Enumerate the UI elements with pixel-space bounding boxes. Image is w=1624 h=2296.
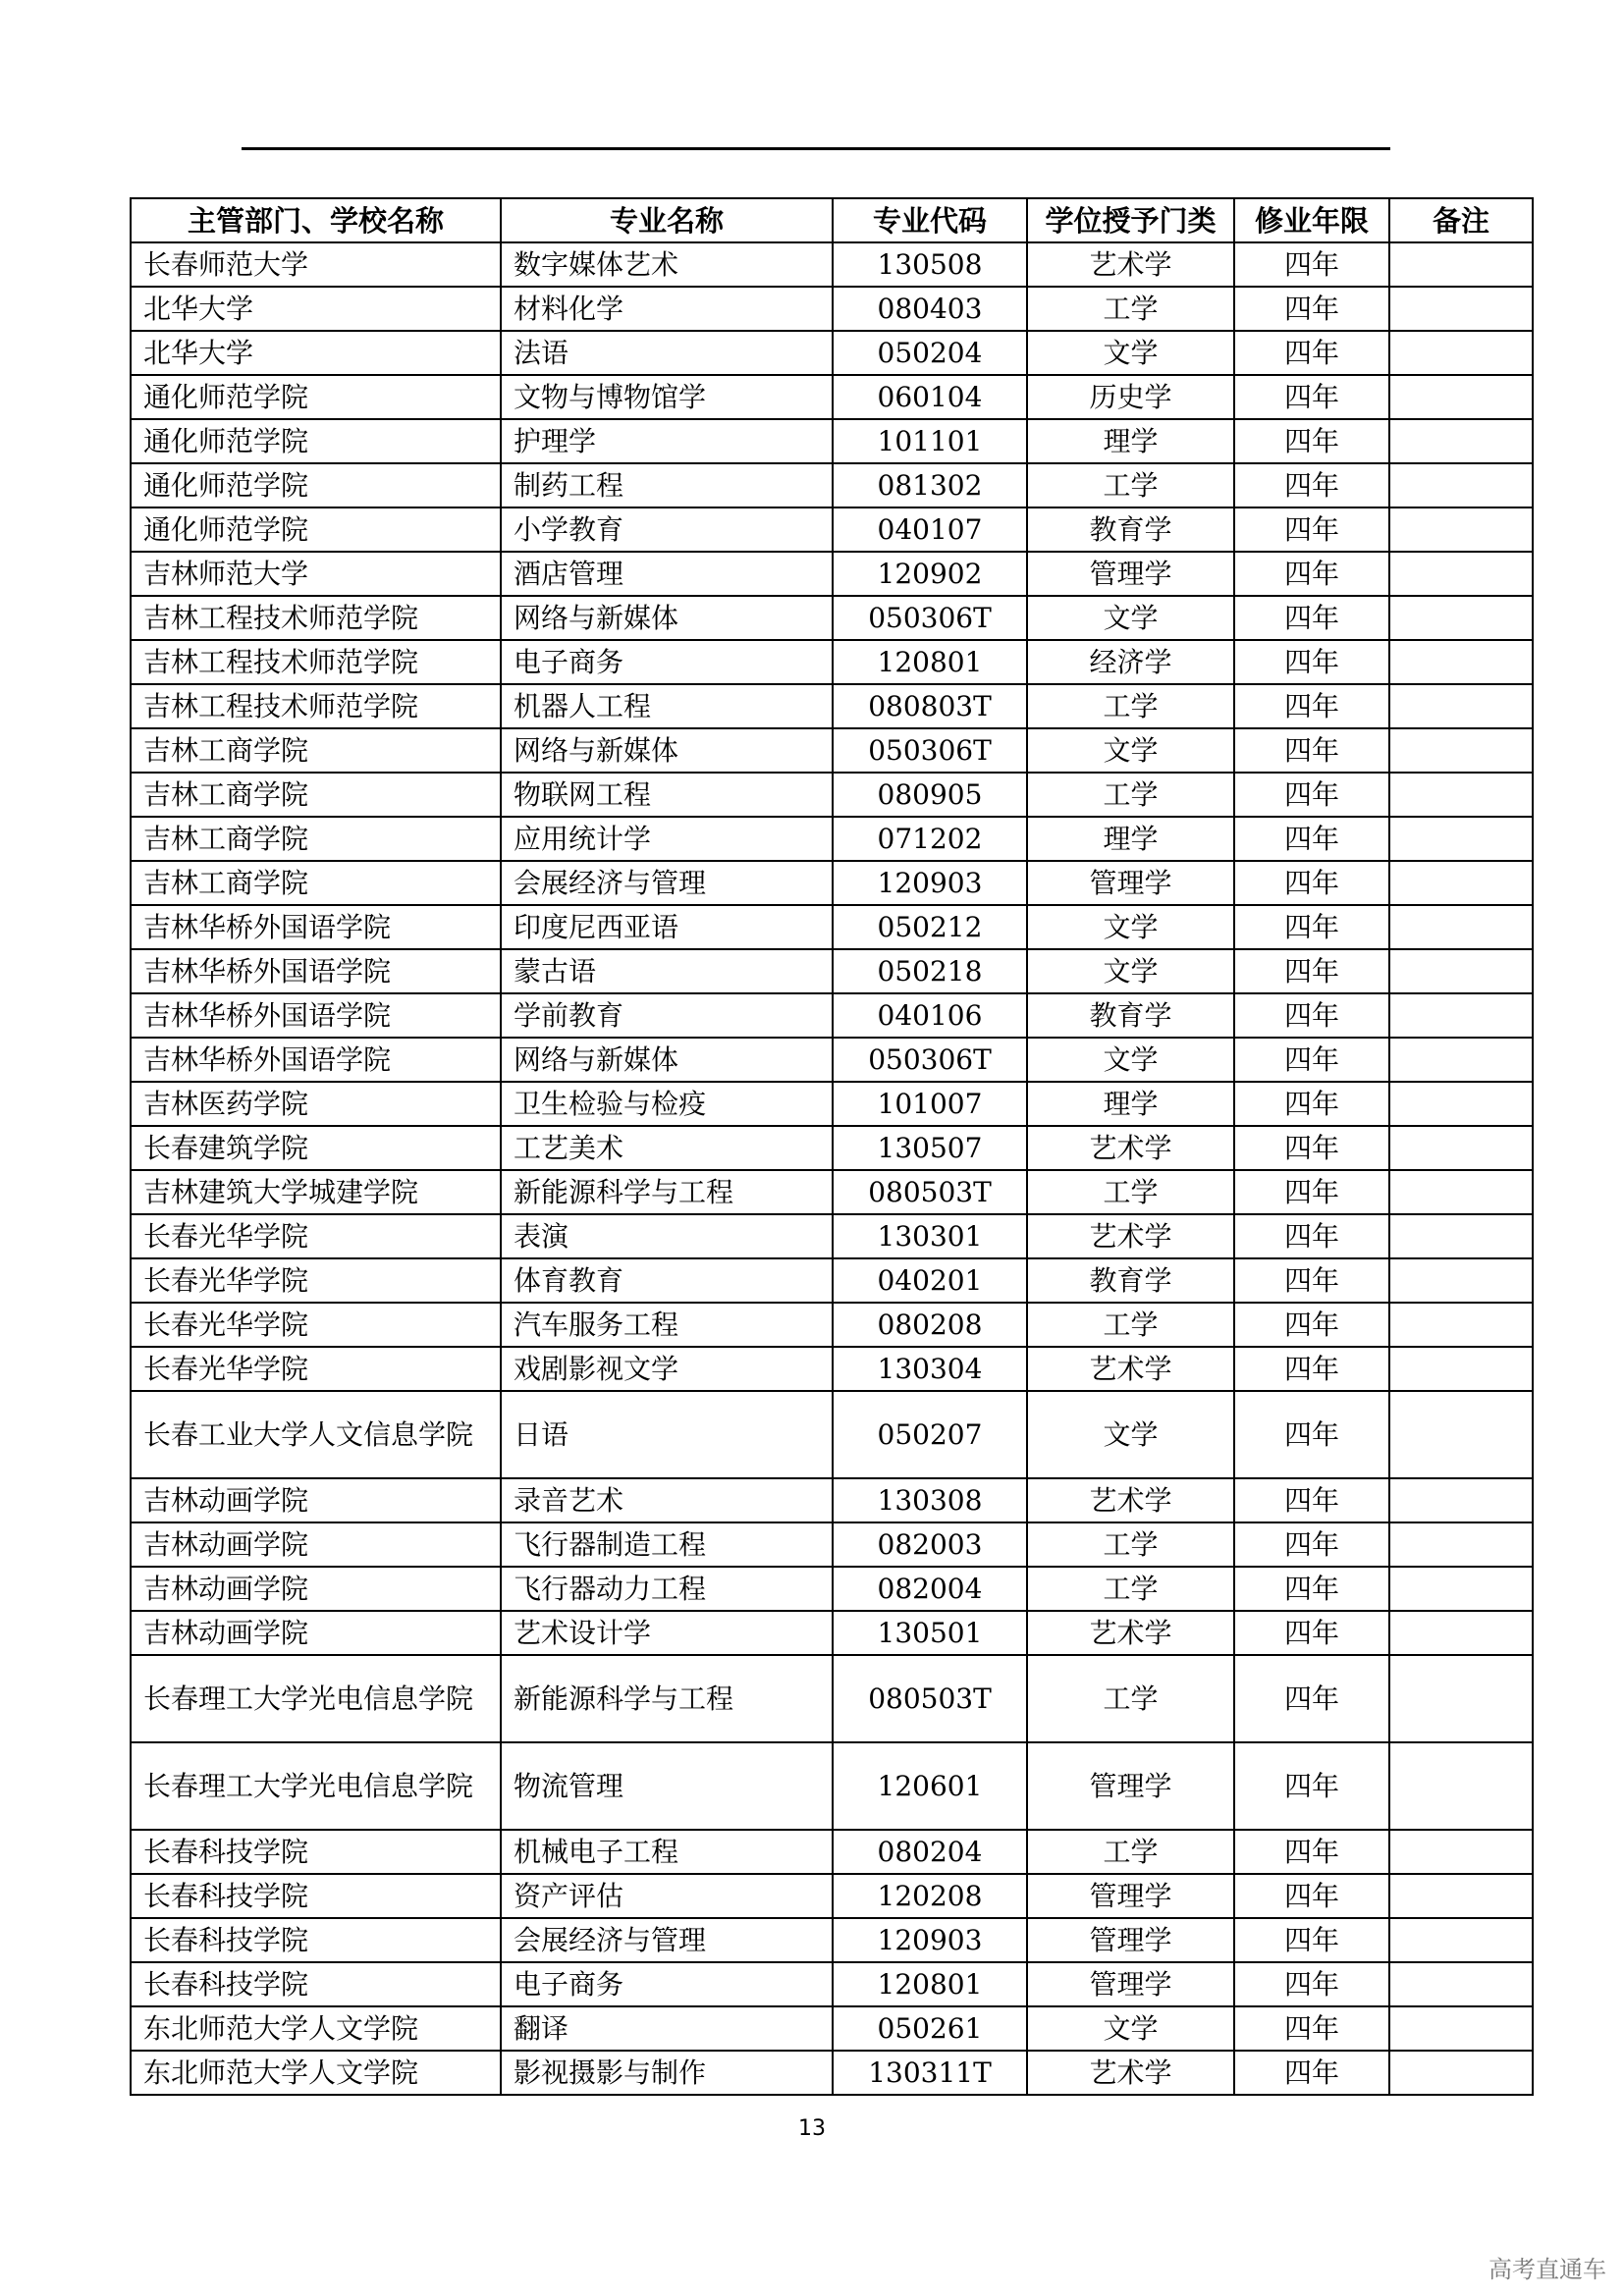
cell-school: 吉林动画学院 bbox=[131, 1522, 501, 1567]
cell-major: 机械电子工程 bbox=[501, 1830, 833, 1874]
cell-note bbox=[1389, 1214, 1533, 1258]
table-row bbox=[131, 861, 1533, 905]
cell-years: 四年 bbox=[1234, 1522, 1389, 1567]
cell-note bbox=[1389, 905, 1533, 949]
cell-note bbox=[1389, 773, 1533, 817]
cell-code: 130304 bbox=[833, 1347, 1027, 1391]
cell-note bbox=[1389, 1874, 1533, 1918]
cell-degree: 工学 bbox=[1027, 1830, 1234, 1874]
cell-degree: 历史学 bbox=[1027, 375, 1234, 419]
cell-school: 吉林动画学院 bbox=[131, 1611, 501, 1655]
cell-major: 印度尼西亚语 bbox=[501, 905, 833, 949]
cell-degree: 管理学 bbox=[1027, 1874, 1234, 1918]
header-degree: 学位授予门类 bbox=[1027, 198, 1234, 242]
table-row bbox=[131, 2051, 1533, 2095]
cell-years: 四年 bbox=[1234, 419, 1389, 463]
cell-degree: 工学 bbox=[1027, 1567, 1234, 1611]
cell-years: 四年 bbox=[1234, 1258, 1389, 1303]
cell-years: 四年 bbox=[1234, 287, 1389, 331]
cell-major: 体育教育 bbox=[501, 1258, 833, 1303]
table-row bbox=[131, 1567, 1533, 1611]
cell-degree: 艺术学 bbox=[1027, 1478, 1234, 1522]
cell-major: 会展经济与管理 bbox=[501, 1918, 833, 1962]
cell-major: 艺术设计学 bbox=[501, 1611, 833, 1655]
cell-major: 法语 bbox=[501, 331, 833, 375]
cell-school: 吉林医药学院 bbox=[131, 1082, 501, 1126]
header-school: 主管部门、学校名称 bbox=[131, 198, 501, 242]
cell-code: 101007 bbox=[833, 1082, 1027, 1126]
cell-degree: 艺术学 bbox=[1027, 1214, 1234, 1258]
cell-years: 四年 bbox=[1234, 1170, 1389, 1214]
table-row bbox=[131, 419, 1533, 463]
cell-degree: 工学 bbox=[1027, 1170, 1234, 1214]
cell-note bbox=[1389, 1126, 1533, 1170]
cell-note bbox=[1389, 728, 1533, 773]
cell-years: 四年 bbox=[1234, 1742, 1389, 1830]
cell-degree: 文学 bbox=[1027, 1038, 1234, 1082]
cell-major: 飞行器制造工程 bbox=[501, 1522, 833, 1567]
cell-years: 四年 bbox=[1234, 1567, 1389, 1611]
cell-school: 长春理工大学光电信息学院 bbox=[131, 1655, 501, 1742]
cell-note bbox=[1389, 331, 1533, 375]
cell-degree: 文学 bbox=[1027, 2006, 1234, 2051]
cell-code: 120801 bbox=[833, 640, 1027, 684]
table-row bbox=[131, 507, 1533, 552]
cell-school: 长春工业大学人文信息学院 bbox=[131, 1391, 501, 1478]
cell-years: 四年 bbox=[1234, 1082, 1389, 1126]
cell-school: 吉林工商学院 bbox=[131, 817, 501, 861]
cell-school: 北华大学 bbox=[131, 331, 501, 375]
cell-code: 120903 bbox=[833, 861, 1027, 905]
cell-major: 网络与新媒体 bbox=[501, 728, 833, 773]
cell-degree: 工学 bbox=[1027, 1303, 1234, 1347]
table-row bbox=[131, 1303, 1533, 1347]
cell-school: 吉林动画学院 bbox=[131, 1567, 501, 1611]
cell-degree: 管理学 bbox=[1027, 1918, 1234, 1962]
cell-note bbox=[1389, 375, 1533, 419]
cell-school: 长春师范大学 bbox=[131, 242, 501, 287]
cell-major: 酒店管理 bbox=[501, 552, 833, 596]
cell-major: 电子商务 bbox=[501, 1962, 833, 2006]
table-row bbox=[131, 1478, 1533, 1522]
header-note: 备注 bbox=[1389, 198, 1533, 242]
cell-code: 120601 bbox=[833, 1742, 1027, 1830]
cell-years: 四年 bbox=[1234, 1655, 1389, 1742]
cell-note bbox=[1389, 1655, 1533, 1742]
cell-degree: 工学 bbox=[1027, 684, 1234, 728]
cell-code: 120902 bbox=[833, 552, 1027, 596]
cell-major: 汽车服务工程 bbox=[501, 1303, 833, 1347]
cell-code: 060104 bbox=[833, 375, 1027, 419]
cell-school: 长春科技学院 bbox=[131, 1874, 501, 1918]
table-row bbox=[131, 1082, 1533, 1126]
cell-code: 050306T bbox=[833, 728, 1027, 773]
cell-school: 通化师范学院 bbox=[131, 419, 501, 463]
cell-degree: 文学 bbox=[1027, 905, 1234, 949]
cell-note bbox=[1389, 684, 1533, 728]
cell-code: 080503T bbox=[833, 1655, 1027, 1742]
cell-years: 四年 bbox=[1234, 949, 1389, 993]
cell-note bbox=[1389, 552, 1533, 596]
cell-major: 新能源科学与工程 bbox=[501, 1655, 833, 1742]
cell-major: 日语 bbox=[501, 1391, 833, 1478]
cell-note bbox=[1389, 1258, 1533, 1303]
table-row bbox=[131, 1874, 1533, 1918]
cell-code: 082003 bbox=[833, 1522, 1027, 1567]
cell-degree: 教育学 bbox=[1027, 507, 1234, 552]
table-row bbox=[131, 1522, 1533, 1567]
cell-code: 050204 bbox=[833, 331, 1027, 375]
table-row bbox=[131, 1170, 1533, 1214]
cell-note bbox=[1389, 817, 1533, 861]
cell-years: 四年 bbox=[1234, 2006, 1389, 2051]
cell-years: 四年 bbox=[1234, 1391, 1389, 1478]
cell-years: 四年 bbox=[1234, 993, 1389, 1038]
table-row bbox=[131, 1655, 1533, 1742]
cell-school: 长春光华学院 bbox=[131, 1258, 501, 1303]
cell-years: 四年 bbox=[1234, 375, 1389, 419]
cell-major: 翻译 bbox=[501, 2006, 833, 2051]
cell-code: 040106 bbox=[833, 993, 1027, 1038]
cell-note bbox=[1389, 1082, 1533, 1126]
cell-school: 吉林工程技术师范学院 bbox=[131, 684, 501, 728]
cell-code: 130301 bbox=[833, 1214, 1027, 1258]
cell-code: 080208 bbox=[833, 1303, 1027, 1347]
page-number: 13 bbox=[798, 2116, 826, 2141]
cell-code: 120208 bbox=[833, 1874, 1027, 1918]
table-row bbox=[131, 1214, 1533, 1258]
table-row bbox=[131, 287, 1533, 331]
cell-years: 四年 bbox=[1234, 1874, 1389, 1918]
cell-years: 四年 bbox=[1234, 507, 1389, 552]
cell-code: 130501 bbox=[833, 1611, 1027, 1655]
cell-note bbox=[1389, 1170, 1533, 1214]
table-row bbox=[131, 463, 1533, 507]
cell-school: 吉林动画学院 bbox=[131, 1478, 501, 1522]
table-row bbox=[131, 1126, 1533, 1170]
majors-table-container bbox=[130, 197, 1532, 2096]
cell-note bbox=[1389, 993, 1533, 1038]
cell-note bbox=[1389, 1347, 1533, 1391]
cell-school: 吉林建筑大学城建学院 bbox=[131, 1170, 501, 1214]
cell-code: 080503T bbox=[833, 1170, 1027, 1214]
cell-school: 吉林工商学院 bbox=[131, 773, 501, 817]
cell-note bbox=[1389, 1962, 1533, 2006]
cell-school: 吉林工程技术师范学院 bbox=[131, 596, 501, 640]
cell-code: 050212 bbox=[833, 905, 1027, 949]
cell-degree: 管理学 bbox=[1027, 861, 1234, 905]
header-rule bbox=[242, 147, 1390, 150]
cell-major: 物流管理 bbox=[501, 1742, 833, 1830]
cell-major: 护理学 bbox=[501, 419, 833, 463]
cell-school: 通化师范学院 bbox=[131, 463, 501, 507]
cell-years: 四年 bbox=[1234, 463, 1389, 507]
cell-note bbox=[1389, 2006, 1533, 2051]
cell-degree: 管理学 bbox=[1027, 1742, 1234, 1830]
cell-code: 050306T bbox=[833, 1038, 1027, 1082]
cell-note bbox=[1389, 2051, 1533, 2095]
cell-code: 050218 bbox=[833, 949, 1027, 993]
cell-major: 应用统计学 bbox=[501, 817, 833, 861]
table-row bbox=[131, 905, 1533, 949]
cell-school: 长春理工大学光电信息学院 bbox=[131, 1742, 501, 1830]
cell-degree: 文学 bbox=[1027, 596, 1234, 640]
cell-school: 长春光华学院 bbox=[131, 1303, 501, 1347]
cell-major: 新能源科学与工程 bbox=[501, 1170, 833, 1214]
table-header-row bbox=[131, 198, 1533, 242]
cell-degree: 理学 bbox=[1027, 817, 1234, 861]
table-row bbox=[131, 1347, 1533, 1391]
cell-years: 四年 bbox=[1234, 1478, 1389, 1522]
cell-years: 四年 bbox=[1234, 1347, 1389, 1391]
cell-code: 130308 bbox=[833, 1478, 1027, 1522]
cell-code: 040107 bbox=[833, 507, 1027, 552]
cell-degree: 经济学 bbox=[1027, 640, 1234, 684]
cell-years: 四年 bbox=[1234, 1611, 1389, 1655]
cell-years: 四年 bbox=[1234, 596, 1389, 640]
cell-note bbox=[1389, 1611, 1533, 1655]
cell-note bbox=[1389, 640, 1533, 684]
cell-major: 工艺美术 bbox=[501, 1126, 833, 1170]
cell-code: 050207 bbox=[833, 1391, 1027, 1478]
table-row bbox=[131, 552, 1533, 596]
cell-major: 卫生检验与检疫 bbox=[501, 1082, 833, 1126]
cell-school: 长春光华学院 bbox=[131, 1347, 501, 1391]
cell-years: 四年 bbox=[1234, 1126, 1389, 1170]
cell-major: 制药工程 bbox=[501, 463, 833, 507]
cell-note bbox=[1389, 1303, 1533, 1347]
table-row bbox=[131, 1611, 1533, 1655]
table-row bbox=[131, 331, 1533, 375]
table-row bbox=[131, 1962, 1533, 2006]
watermark: 高考直通车 bbox=[1489, 2256, 1606, 2283]
cell-major: 蒙古语 bbox=[501, 949, 833, 993]
cell-years: 四年 bbox=[1234, 552, 1389, 596]
cell-major: 文物与博物馆学 bbox=[501, 375, 833, 419]
cell-degree: 理学 bbox=[1027, 1082, 1234, 1126]
table-row bbox=[131, 1391, 1533, 1478]
cell-major: 电子商务 bbox=[501, 640, 833, 684]
cell-note bbox=[1389, 507, 1533, 552]
cell-school: 吉林华桥外国语学院 bbox=[131, 905, 501, 949]
cell-note bbox=[1389, 949, 1533, 993]
table-row bbox=[131, 640, 1533, 684]
cell-years: 四年 bbox=[1234, 640, 1389, 684]
cell-note bbox=[1389, 861, 1533, 905]
cell-note bbox=[1389, 1038, 1533, 1082]
table-row bbox=[131, 1258, 1533, 1303]
cell-note bbox=[1389, 1742, 1533, 1830]
cell-degree: 文学 bbox=[1027, 949, 1234, 993]
table-row bbox=[131, 728, 1533, 773]
table-body bbox=[131, 242, 1533, 2095]
cell-years: 四年 bbox=[1234, 905, 1389, 949]
cell-note bbox=[1389, 1391, 1533, 1478]
table-row bbox=[131, 817, 1533, 861]
cell-code: 080803T bbox=[833, 684, 1027, 728]
cell-code: 081302 bbox=[833, 463, 1027, 507]
cell-note bbox=[1389, 287, 1533, 331]
cell-years: 四年 bbox=[1234, 773, 1389, 817]
cell-school: 长春科技学院 bbox=[131, 1962, 501, 2006]
table-row bbox=[131, 1918, 1533, 1962]
cell-school: 吉林华桥外国语学院 bbox=[131, 1038, 501, 1082]
cell-degree: 艺术学 bbox=[1027, 1347, 1234, 1391]
cell-school: 长春科技学院 bbox=[131, 1830, 501, 1874]
cell-school: 长春光华学院 bbox=[131, 1214, 501, 1258]
cell-major: 网络与新媒体 bbox=[501, 1038, 833, 1082]
cell-code: 080204 bbox=[833, 1830, 1027, 1874]
cell-degree: 管理学 bbox=[1027, 552, 1234, 596]
table-row bbox=[131, 684, 1533, 728]
cell-degree: 艺术学 bbox=[1027, 242, 1234, 287]
cell-major: 影视摄影与制作 bbox=[501, 2051, 833, 2095]
cell-code: 080905 bbox=[833, 773, 1027, 817]
cell-degree: 工学 bbox=[1027, 463, 1234, 507]
cell-code: 120801 bbox=[833, 1962, 1027, 2006]
cell-degree: 工学 bbox=[1027, 773, 1234, 817]
table-row bbox=[131, 1830, 1533, 1874]
cell-code: 050306T bbox=[833, 596, 1027, 640]
cell-code: 120903 bbox=[833, 1918, 1027, 1962]
cell-degree: 工学 bbox=[1027, 1522, 1234, 1567]
cell-school: 东北师范大学人文学院 bbox=[131, 2051, 501, 2095]
cell-school: 长春建筑学院 bbox=[131, 1126, 501, 1170]
cell-major: 飞行器动力工程 bbox=[501, 1567, 833, 1611]
cell-code: 050261 bbox=[833, 2006, 1027, 2051]
cell-school: 吉林工程技术师范学院 bbox=[131, 640, 501, 684]
cell-degree: 文学 bbox=[1027, 728, 1234, 773]
cell-degree: 艺术学 bbox=[1027, 1126, 1234, 1170]
cell-degree: 教育学 bbox=[1027, 993, 1234, 1038]
cell-school: 吉林师范大学 bbox=[131, 552, 501, 596]
cell-note bbox=[1389, 1522, 1533, 1567]
cell-degree: 教育学 bbox=[1027, 1258, 1234, 1303]
cell-major: 学前教育 bbox=[501, 993, 833, 1038]
cell-major: 资产评估 bbox=[501, 1874, 833, 1918]
cell-school: 北华大学 bbox=[131, 287, 501, 331]
cell-code: 082004 bbox=[833, 1567, 1027, 1611]
table-row bbox=[131, 242, 1533, 287]
cell-years: 四年 bbox=[1234, 1962, 1389, 2006]
cell-major: 机器人工程 bbox=[501, 684, 833, 728]
cell-years: 四年 bbox=[1234, 817, 1389, 861]
cell-code: 130507 bbox=[833, 1126, 1027, 1170]
cell-years: 四年 bbox=[1234, 1214, 1389, 1258]
cell-major: 数字媒体艺术 bbox=[501, 242, 833, 287]
cell-code: 071202 bbox=[833, 817, 1027, 861]
cell-degree: 艺术学 bbox=[1027, 1611, 1234, 1655]
cell-major: 物联网工程 bbox=[501, 773, 833, 817]
cell-degree: 文学 bbox=[1027, 1391, 1234, 1478]
cell-code: 080403 bbox=[833, 287, 1027, 331]
cell-degree: 工学 bbox=[1027, 1655, 1234, 1742]
cell-code: 101101 bbox=[833, 419, 1027, 463]
cell-note bbox=[1389, 596, 1533, 640]
cell-note bbox=[1389, 1478, 1533, 1522]
cell-note bbox=[1389, 242, 1533, 287]
cell-degree: 管理学 bbox=[1027, 1962, 1234, 2006]
cell-major: 录音艺术 bbox=[501, 1478, 833, 1522]
cell-note bbox=[1389, 1567, 1533, 1611]
cell-school: 东北师范大学人文学院 bbox=[131, 2006, 501, 2051]
table-row bbox=[131, 1742, 1533, 1830]
cell-school: 吉林工商学院 bbox=[131, 861, 501, 905]
cell-years: 四年 bbox=[1234, 1038, 1389, 1082]
cell-note bbox=[1389, 1830, 1533, 1874]
table-row bbox=[131, 993, 1533, 1038]
cell-note bbox=[1389, 419, 1533, 463]
cell-note bbox=[1389, 463, 1533, 507]
header-years: 修业年限 bbox=[1234, 198, 1389, 242]
cell-major: 材料化学 bbox=[501, 287, 833, 331]
cell-major: 小学教育 bbox=[501, 507, 833, 552]
cell-degree: 文学 bbox=[1027, 331, 1234, 375]
cell-years: 四年 bbox=[1234, 1303, 1389, 1347]
cell-years: 四年 bbox=[1234, 1918, 1389, 1962]
cell-major: 网络与新媒体 bbox=[501, 596, 833, 640]
cell-major: 会展经济与管理 bbox=[501, 861, 833, 905]
cell-school: 长春科技学院 bbox=[131, 1918, 501, 1962]
cell-degree: 艺术学 bbox=[1027, 2051, 1234, 2095]
cell-school: 吉林华桥外国语学院 bbox=[131, 993, 501, 1038]
cell-school: 吉林工商学院 bbox=[131, 728, 501, 773]
table-row bbox=[131, 1038, 1533, 1082]
cell-code: 130508 bbox=[833, 242, 1027, 287]
cell-years: 四年 bbox=[1234, 1830, 1389, 1874]
cell-years: 四年 bbox=[1234, 2051, 1389, 2095]
cell-major: 戏剧影视文学 bbox=[501, 1347, 833, 1391]
table-row bbox=[131, 375, 1533, 419]
table-row bbox=[131, 773, 1533, 817]
cell-years: 四年 bbox=[1234, 684, 1389, 728]
cell-degree: 工学 bbox=[1027, 287, 1234, 331]
cell-code: 130311T bbox=[833, 2051, 1027, 2095]
table-row bbox=[131, 596, 1533, 640]
cell-major: 表演 bbox=[501, 1214, 833, 1258]
table-row bbox=[131, 949, 1533, 993]
cell-school: 通化师范学院 bbox=[131, 507, 501, 552]
cell-years: 四年 bbox=[1234, 331, 1389, 375]
majors-table bbox=[130, 197, 1534, 2096]
cell-note bbox=[1389, 1918, 1533, 1962]
header-major: 专业名称 bbox=[501, 198, 833, 242]
cell-years: 四年 bbox=[1234, 861, 1389, 905]
cell-degree: 理学 bbox=[1027, 419, 1234, 463]
cell-years: 四年 bbox=[1234, 728, 1389, 773]
header-code: 专业代码 bbox=[833, 198, 1027, 242]
table-row bbox=[131, 2006, 1533, 2051]
cell-years: 四年 bbox=[1234, 242, 1389, 287]
cell-school: 通化师范学院 bbox=[131, 375, 501, 419]
cell-school: 吉林华桥外国语学院 bbox=[131, 949, 501, 993]
cell-code: 040201 bbox=[833, 1258, 1027, 1303]
